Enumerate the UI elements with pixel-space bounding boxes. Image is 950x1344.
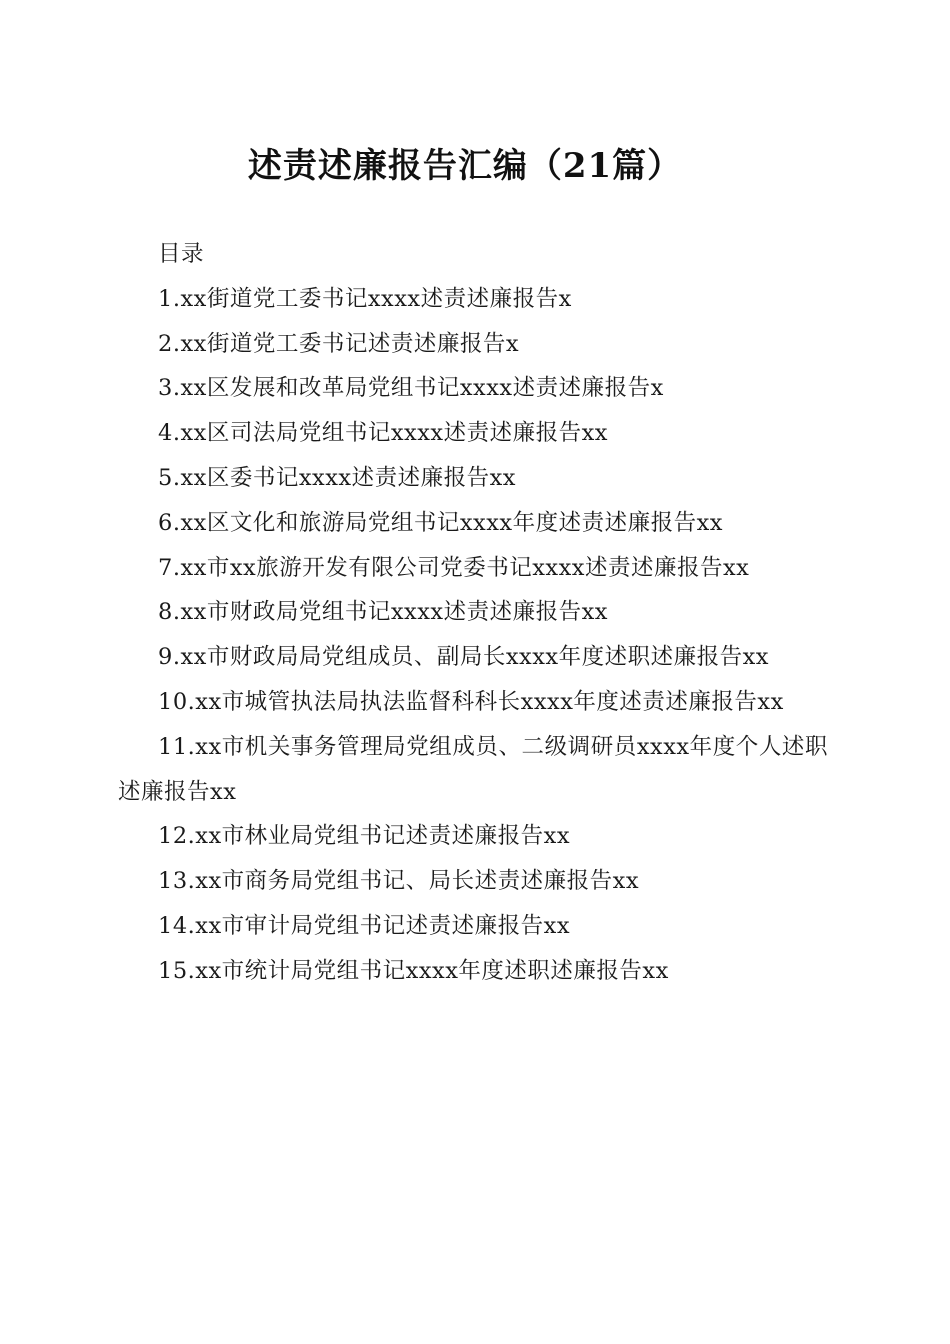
toc-entry: 8.xx市财政局党组书记xxxx述责述廉报告xx (158, 599, 608, 626)
toc-entry: 13.xx市商务局党组书记、局长述责述廉报告xx (158, 868, 640, 895)
toc-entry: 10.xx市城管执法局执法监督科科长xxxx年度述责述廉报告xx (158, 688, 784, 715)
toc-entry: 5.xx区委书记xxxx述责述廉报告xx (158, 464, 516, 491)
toc-entry: 12.xx市林业局党组书记述责述廉报告xx (158, 823, 571, 850)
document-title: 述责述廉报告汇编（21篇） (247, 146, 683, 186)
toc-entry: 15.xx市统计局党组书记xxxx年度述职述廉报告xx (158, 957, 669, 984)
toc-heading: 目录 (158, 241, 205, 267)
toc-entry: 11.xx市机关事务管理局党组成员、二级调研员xxxx年度个人述职述廉报告xx (118, 733, 828, 805)
toc-entry: 3.xx区发展和改革局党组书记xxxx述责述廉报告x (158, 375, 664, 402)
toc-entry: 6.xx区文化和旅游局党组书记xxxx年度述责述廉报告xx (158, 509, 723, 536)
toc-entry: 9.xx市财政局局党组成员、副局长xxxx年度述职述廉报告xx (158, 644, 769, 671)
toc-entry: 7.xx市xx旅游开发有限公司党委书记xxxx述责述廉报告xx (158, 554, 750, 581)
toc-entry: 1.xx街道党工委书记xxxx述责述廉报告x (158, 285, 572, 312)
table-of-contents (118, 232, 828, 994)
toc-entry: 14.xx市审计局党组书记述责述廉报告xx (158, 912, 571, 939)
toc-entry: 2.xx街道党工委书记述责述廉报告x (158, 330, 520, 357)
toc-entry: 4.xx区司法局党组书记xxxx述责述廉报告xx (158, 420, 608, 447)
